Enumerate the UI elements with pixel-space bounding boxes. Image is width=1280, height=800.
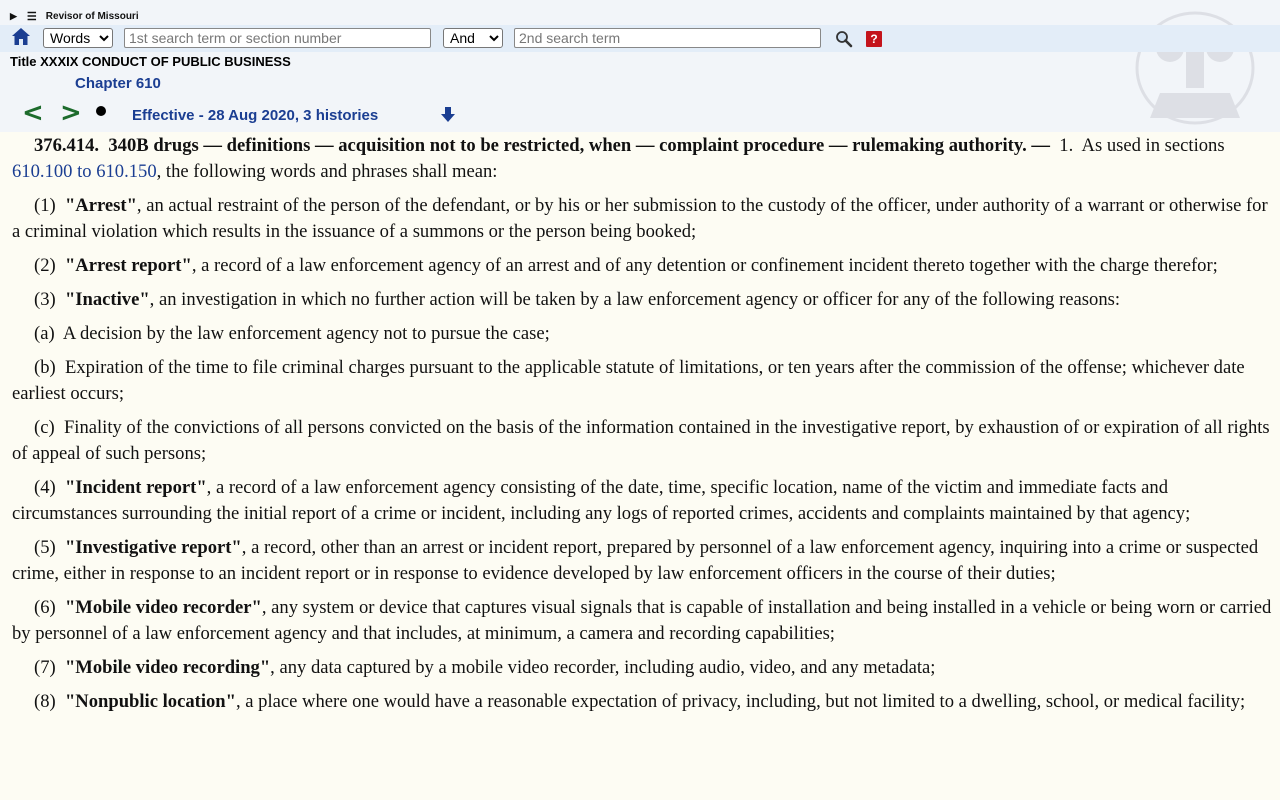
- defined-term: "Arrest": [64, 195, 137, 216]
- definition-item: [12, 253, 1272, 279]
- effective-date-link[interactable]: Effective - 28 Aug 2020, 3 histories: [132, 107, 379, 124]
- site-bar: [10, 8, 139, 24]
- search-icon[interactable]: [835, 30, 853, 48]
- first-search-term-input[interactable]: [124, 28, 431, 48]
- item-text: , an investigation in which no further action will be taken by a law enforcement agency or officer for any of the following reasons:: [149, 289, 1121, 310]
- definition-item: [12, 355, 1272, 407]
- item-text: , a place where one would have a reasonable expectation of privacy, including, but not limited to a dwelling, school, or medical facility;: [235, 691, 1246, 712]
- search-operator-select[interactable]: [443, 28, 503, 48]
- item-number: (2): [34, 255, 56, 276]
- section-heading: 340B drugs — definitions — acquisition not to be restricted, when — complaint procedure — rulemaking authority. —: [108, 135, 1050, 156]
- item-text: , a record of a law enforcement agency of an arrest and of any detention or confinement incident thereto together with the charge therefor;: [191, 255, 1218, 276]
- item-text: Finality of the convictions of all persons convicted on the basis of the information contained in the investigative report, by exhaustion of or expiration of all rights of appeal of such persons;: [12, 417, 1270, 464]
- item-number: (5): [34, 537, 56, 558]
- menu-icon[interactable]: ☰: [26, 10, 37, 23]
- home-icon[interactable]: [11, 27, 31, 46]
- definition-item: [12, 287, 1272, 313]
- item-text: , any data captured by a mobile video recorder, including audio, video, and any metadata;: [270, 657, 936, 678]
- definition-item: [12, 535, 1272, 587]
- defined-term: "Inactive": [64, 289, 150, 310]
- item-number: (c): [34, 417, 55, 438]
- title-breadcrumb[interactable]: Title XXXIX CONDUCT OF PUBLIC BUSINESS: [10, 54, 291, 69]
- item-text: , an actual restraint of the person of the defendant, or by his or her submission to the custody of the officer, under authority of a warrant or otherwise for a criminal violation which results in the issuance of a summons or the person being booked;: [12, 195, 1268, 242]
- item-text: , any system or device that captures visual signals that is capable of installation and being installed in a vehicle or being worn or carried by personnel of a law enforcement agency and that includes, at minimum, a camera and recording capabilities;: [12, 597, 1272, 644]
- page-header: [0, 0, 1280, 132]
- item-text: Expiration of the time to file criminal charges pursuant to the applicable statute of limitations, or ten years after the commission of the offense; whichever date earliest occurs;: [12, 357, 1245, 404]
- item-text: , a record of a law enforcement agency consisting of the date, time, specific location, name of the victim and immediate facts and circumstances surrounding the initial report of a crime or incident, including any logs of reported crimes, accidents and complaints maintained by that agency;: [12, 477, 1191, 524]
- defined-term: "Mobile video recording": [64, 657, 271, 678]
- section-intro: [12, 133, 1272, 185]
- item-number: (7): [34, 657, 56, 678]
- defined-term: "Incident report": [64, 477, 207, 498]
- definition-item: [12, 689, 1272, 715]
- item-number: (1): [34, 195, 56, 216]
- defined-term: "Mobile video recorder": [64, 597, 262, 618]
- section-nav: [0, 100, 700, 130]
- next-section-button[interactable]: >: [60, 98, 82, 128]
- definition-item: [12, 595, 1272, 647]
- second-search-term-input[interactable]: [514, 28, 821, 48]
- site-name[interactable]: Revisor of Missouri: [45, 10, 139, 22]
- down-arrow-icon[interactable]: [440, 107, 456, 123]
- defined-term: "Arrest report": [64, 255, 192, 276]
- previous-section-button[interactable]: <: [22, 98, 44, 128]
- caret-right-icon[interactable]: ▶: [10, 10, 17, 21]
- defined-term: "Nonpublic location": [64, 691, 236, 712]
- item-text: , a record, other than an arrest or incident report, prepared by personnel of a law enforcement agency, inquiring into a crime or suspected crime, either in response to an incident report or in response to evidence developed by law enforcement officers in the course of their duties;: [12, 537, 1259, 584]
- intro-text-end: , the following words and phrases shall mean:: [156, 161, 498, 182]
- item-number: (4): [34, 477, 56, 498]
- definitions-list: [12, 193, 1272, 715]
- definition-item: [12, 655, 1272, 681]
- definition-item: [12, 415, 1272, 467]
- search-mode-select[interactable]: [43, 28, 113, 48]
- current-section-dot-icon[interactable]: [96, 106, 106, 116]
- help-icon[interactable]: ?: [866, 31, 882, 47]
- subsection-number: 1.: [1059, 135, 1074, 156]
- sections-link[interactable]: 610.100 to 610.150: [12, 161, 157, 182]
- item-number: (3): [34, 289, 56, 310]
- definition-item: [12, 193, 1272, 245]
- item-number: (8): [34, 691, 56, 712]
- item-text: A decision by the law enforcement agency not to pursue the case;: [62, 323, 550, 344]
- intro-text: As used in sections: [1081, 135, 1225, 156]
- definition-item: [12, 321, 1272, 347]
- item-number: (b): [34, 357, 56, 378]
- defined-term: "Investigative report": [64, 537, 242, 558]
- search-bar: [0, 25, 1280, 52]
- definition-item: [12, 475, 1272, 527]
- section-number: 376.414.: [34, 135, 100, 156]
- statute-text: [12, 133, 1272, 723]
- item-number: (6): [34, 597, 56, 618]
- item-number: (a): [34, 323, 55, 344]
- chapter-link[interactable]: Chapter 610: [75, 75, 161, 92]
